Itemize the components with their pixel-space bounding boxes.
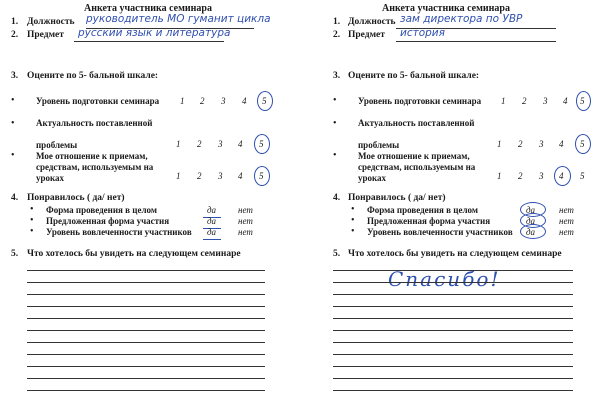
answer-line [27, 294, 265, 295]
selection-circle [520, 224, 546, 239]
rating-item-2-line-1: Актуальность поставленной [358, 118, 475, 128]
yn-item-3-label: Уровень вовлеченности участников [46, 227, 192, 237]
scale-3[interactable]: 3 [218, 139, 223, 149]
scale-5[interactable]: 5 [580, 96, 585, 106]
answer-line [27, 306, 265, 307]
rating-item-3-line-1: Мое отношение к приемам, [358, 151, 470, 161]
scale-2[interactable]: 2 [200, 96, 205, 106]
answer-line [333, 342, 573, 343]
scale-2[interactable]: 2 [518, 171, 523, 181]
scale-3[interactable]: 3 [539, 139, 544, 149]
scale-5[interactable]: 5 [580, 171, 585, 181]
scale-4[interactable]: 4 [559, 139, 564, 149]
wish-handwritten-answer: Спасибо! [388, 267, 501, 291]
q5-number: 5. [333, 249, 341, 259]
q5-number: 5. [11, 249, 19, 259]
q2-handwritten-answer: русский язык и литература [78, 27, 231, 39]
rating-item-1-label: Уровень подготовки семинара [36, 96, 160, 106]
answer-line [27, 366, 265, 367]
scale-2[interactable]: 2 [197, 139, 202, 149]
q2-number: 2. [333, 30, 341, 40]
scale-1[interactable]: 1 [176, 171, 181, 181]
survey-form-right [300, 0, 600, 420]
scale-1[interactable]: 1 [501, 96, 506, 106]
yn-item-1-label: Форма проведения в целом [367, 205, 478, 215]
yes-option[interactable]: да [526, 216, 536, 226]
rating-item-3-line-3: уроках [358, 173, 387, 183]
q1-number: 1. [333, 17, 341, 27]
scale-1[interactable]: 1 [497, 139, 502, 149]
yn-item-2-label: Предложенная форма участия [367, 216, 491, 226]
no-option[interactable]: нет [238, 227, 253, 237]
rating-item-3-line-1: Мое отношение к приемам, [36, 151, 148, 161]
yes-option[interactable]: да [207, 227, 217, 237]
scale-4[interactable]: 4 [563, 96, 568, 106]
selection-circle [554, 166, 571, 186]
selection-circle [257, 91, 273, 111]
rating-item-2-line-2: проблемы [36, 140, 78, 150]
answer-line [333, 390, 573, 391]
q2-answer-line [74, 41, 224, 42]
answer-line [27, 342, 265, 343]
q3-label: Оцените по 5- бальной шкале: [27, 71, 159, 81]
q3-number: 3. [11, 71, 19, 81]
q5-label: Что хотелось бы увидеть на следующем семинаре [27, 249, 241, 259]
q4-number: 4. [11, 193, 19, 203]
scale-3[interactable]: 3 [218, 171, 223, 181]
scale-4[interactable]: 4 [559, 171, 564, 181]
form-title: Анкета участника семинара [382, 3, 510, 14]
answer-line [27, 270, 265, 271]
bullet: • [333, 95, 337, 106]
scale-5[interactable]: 5 [259, 139, 264, 149]
scale-1[interactable]: 1 [497, 171, 502, 181]
q1-handwritten-answer: зам директора по УВР [400, 13, 523, 25]
bullet: • [351, 226, 355, 237]
yn-item-1-label: Форма проведения в целом [46, 205, 157, 215]
no-option[interactable]: нет [559, 205, 574, 215]
q3-number: 3. [333, 71, 341, 81]
bullet: • [30, 204, 34, 215]
answer-line [333, 378, 573, 379]
scale-3[interactable]: 3 [543, 96, 548, 106]
rating-item-3-line-3: уроках [36, 173, 65, 183]
rating-item-1-label: Уровень подготовки семинара [358, 96, 482, 106]
q4-label: Понравилось ( да/ нет) [27, 193, 125, 203]
yn-item-3-label: Уровень вовлеченности участников [367, 227, 513, 237]
yes-option[interactable]: да [207, 205, 217, 215]
yes-option[interactable]: да [207, 216, 217, 226]
form-title: Анкета участника семинара [84, 3, 212, 14]
answer-line [27, 390, 265, 391]
scale-5[interactable]: 5 [580, 139, 585, 149]
yn-item-2-label: Предложенная форма участия [46, 216, 170, 226]
scale-4[interactable]: 4 [238, 171, 243, 181]
scale-1[interactable]: 1 [176, 139, 181, 149]
yes-option[interactable]: да [526, 205, 536, 215]
selection-underline [203, 239, 221, 240]
no-option[interactable]: нет [559, 216, 574, 226]
q4-number: 4. [333, 193, 341, 203]
no-option[interactable]: нет [238, 216, 253, 226]
answer-line [27, 378, 265, 379]
scale-2[interactable]: 2 [518, 139, 523, 149]
bullet: • [30, 215, 34, 226]
answer-line [27, 330, 265, 331]
answer-line [333, 270, 573, 271]
selection-circle [576, 91, 591, 111]
bullet: • [351, 215, 355, 226]
answer-line [27, 282, 265, 283]
bullet: • [333, 150, 337, 161]
answer-line [333, 294, 573, 295]
answer-line [333, 282, 573, 283]
selection-circle [254, 166, 270, 186]
rating-item-3-line-2: средствам, используемым на [36, 162, 154, 172]
answer-line [27, 318, 265, 319]
q1-handwritten-answer: руководитель МО гуманит цикла [86, 13, 271, 25]
bullet: • [351, 204, 355, 215]
q2-answer-line [396, 41, 556, 42]
answer-line [333, 306, 573, 307]
q4-label: Понравилось ( да/ нет) [348, 193, 446, 203]
answer-line [27, 354, 265, 355]
q2-label: Предмет [348, 30, 385, 40]
q5-label: Что хотелось бы увидеть на следующем семинаре [348, 249, 562, 259]
bullet: • [30, 226, 34, 237]
scale-5[interactable]: 5 [262, 96, 267, 106]
yes-option[interactable]: да [526, 227, 536, 237]
q1-label: Должность [348, 17, 396, 27]
q1-number: 1. [11, 17, 19, 27]
bullet: • [11, 95, 15, 106]
scale-2[interactable]: 2 [197, 171, 202, 181]
scale-3[interactable]: 3 [539, 171, 544, 181]
rating-item-2-line-2: проблемы [358, 140, 400, 150]
q2-handwritten-answer: история [400, 27, 445, 39]
bullet: • [11, 150, 15, 161]
scale-4[interactable]: 4 [242, 96, 247, 106]
rating-item-2-line-1: Актуальность поставленной [36, 118, 153, 128]
scale-1[interactable]: 1 [180, 96, 185, 106]
answer-line [333, 366, 573, 367]
no-option[interactable]: нет [559, 227, 574, 237]
q3-label: Оцените по 5- бальной шкале: [348, 71, 480, 81]
q1-label: Должность [27, 17, 75, 27]
scale-4[interactable]: 4 [238, 139, 243, 149]
scale-2[interactable]: 2 [522, 96, 527, 106]
answer-line [333, 330, 573, 331]
q2-label: Предмет [27, 30, 64, 40]
selection-circle [254, 134, 270, 154]
rating-item-3-line-2: средствам, используемым на [358, 162, 476, 172]
q2-number: 2. [11, 30, 19, 40]
answer-line [333, 354, 573, 355]
no-option[interactable]: нет [238, 205, 253, 215]
bullet: • [333, 118, 337, 129]
bullet: • [11, 118, 15, 129]
scale-5[interactable]: 5 [259, 171, 264, 181]
answer-line [333, 318, 573, 319]
selection-circle [575, 134, 591, 154]
scale-3[interactable]: 3 [221, 96, 226, 106]
